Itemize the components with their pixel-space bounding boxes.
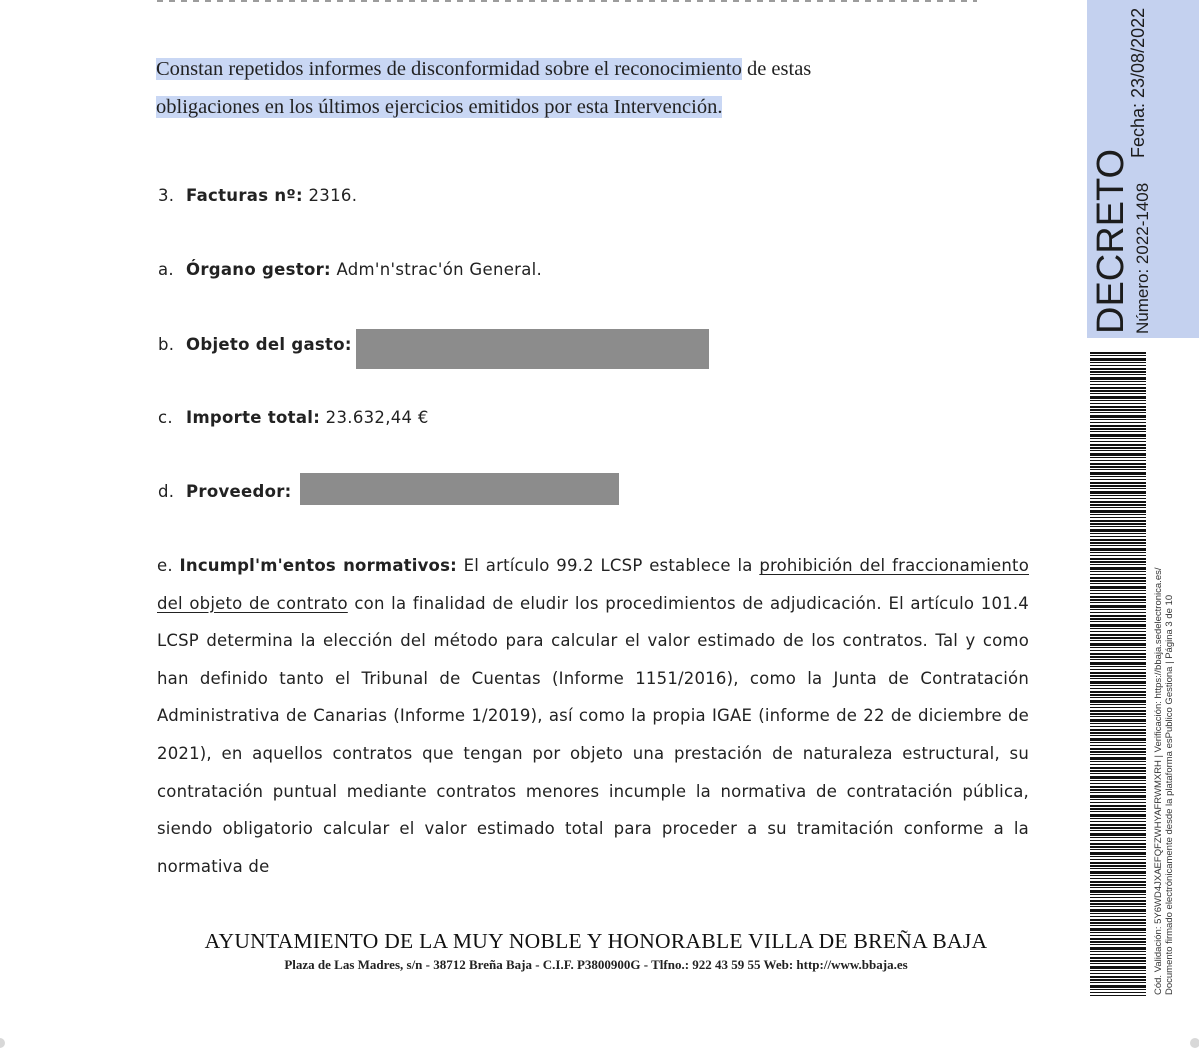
item-number: d. (158, 482, 175, 501)
item-value: Adm'n'strac'ón General. (330, 260, 543, 279)
item-value: 23.632,44 € (320, 408, 429, 427)
body-text-2: con la finalidad de eludir los procedimientos de adjudicación. El artículo 101.4 LCSP determina la elección del método para calcular el valor estimado de los contratos. Tal y como han definido tanto el Tribunal de Cuentas (Informe 1151/2016), como la Junta de Contratación Administrativa de Canarias (Informe 1/2019), así como la propia IGAE (informe de 22 de diciembre de 2021), en aquellos contratos que tengan por objeto una prestación de naturaleza estructural, su contratación puntual mediante contratos menores incumple la normativa de contratación pública, siendo obligatorio calcular el valor estimado total para proceder a su tramitación conforme a la normativa de (157, 593, 1029, 876)
validation-barcode (1090, 352, 1146, 996)
item-proveedor (158, 482, 292, 501)
redaction-box-objeto (356, 329, 709, 369)
item-organo-gestor (158, 260, 542, 279)
item-importe-total (158, 408, 429, 427)
footer-institution-title: AYUNTAMIENTO DE LA MUY NOBLE Y HONORABLE VILLA DE BREÑA BAJA (204, 929, 988, 953)
underlined-text: prohibición del fraccionamiento del objeto de contrato (157, 556, 1029, 613)
item-number: e. (157, 556, 173, 575)
item-label: Importe total: (186, 408, 321, 427)
incumplimientos-paragraph (157, 547, 1029, 885)
item-label: Incumpl'm'entos normativos: (179, 556, 457, 575)
item-number: c. (158, 408, 173, 427)
verification-line-1: Cód. Validación: 5Y6WD4JXAEFQFZWHYAFRWMXRH | Verificación: https://bbaja.sedelectronica.es/ (1153, 567, 1164, 995)
footer-address: Plaza de Las Madres, s/n - 38712 Breña Baja - C.I.F. P3800900G - Tlfno.: 922 43 59 55 Web: http://www.bbaja.es (284, 957, 908, 972)
stamp-date: Fecha: 23/08/2022 (1128, 7, 1148, 158)
plain-text-1c: de estas (741, 58, 812, 80)
item-label: Proveedor: (186, 482, 292, 501)
item-label: Órgano gestor: (186, 260, 331, 279)
verification-line-2: Documento firmado electrónicamente desde la plataforma esPublico Gestiona | Página 3 de 10 (1164, 594, 1175, 995)
item-number: 3. (158, 186, 175, 205)
item-value: 2316. (302, 186, 358, 205)
item-number: a. (158, 260, 174, 279)
item-label: Objeto del gasto: (186, 335, 352, 354)
item-facturas (158, 186, 357, 205)
highlight-text-2: obligaciones en los últimos ejercicios emitidos por esta Intervención. (156, 96, 723, 118)
corner-mark-left (0, 1038, 5, 1048)
redaction-box-proveedor (300, 473, 619, 505)
highlight-text-1b: reconocimiento (614, 58, 742, 80)
disconformity-paragraph (156, 50, 1030, 126)
stamp-number: Número: 2022-1408 (1133, 182, 1152, 334)
item-objeto-gasto (158, 335, 352, 354)
item-label: Facturas nº: (186, 186, 303, 205)
corner-mark-right (1190, 1038, 1199, 1048)
cut-off-text-line (157, 0, 977, 2)
highlight-text-1a: Constan repetidos informes de disconformidad sobre el (156, 58, 615, 80)
body-text-1: El artículo 99.2 LCSP establece la (456, 556, 760, 575)
stamp-type: DECRETO (1090, 148, 1132, 334)
item-number: b. (158, 335, 175, 354)
